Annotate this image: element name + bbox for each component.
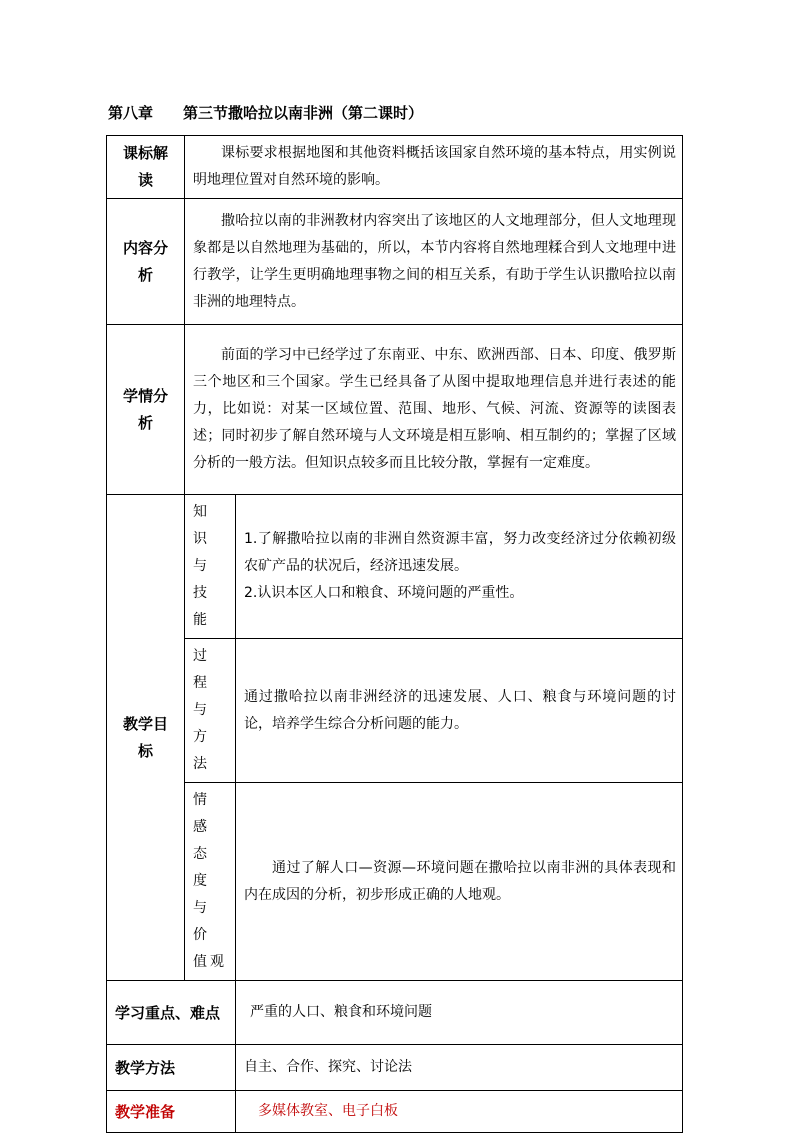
knowledge-item-1: 1.了解撒哈拉以南的非洲自然资源丰富，努力改变经济过分依赖初级农矿产品的状况后，经济迅速发展。 bbox=[244, 531, 676, 574]
row-key-points bbox=[107, 981, 683, 1045]
student-analysis-label: 学情分析 bbox=[107, 325, 185, 495]
row-goal-emotion bbox=[107, 783, 683, 981]
row-content-analysis bbox=[107, 199, 683, 325]
preparation-label: 教学准备 bbox=[107, 1091, 236, 1133]
methods-text: 自主、合作、探究、讨论法 bbox=[236, 1045, 683, 1091]
chapter-title: 第八章 bbox=[108, 104, 154, 122]
goals-label: 教学目标 bbox=[107, 495, 185, 981]
process-methods-label: 过 程 与 方 法 bbox=[185, 639, 236, 783]
row-preparation bbox=[107, 1091, 683, 1133]
row-methods bbox=[107, 1045, 683, 1091]
preparation-text: 多媒体教室、电子白板 bbox=[236, 1091, 683, 1133]
curriculum-label: 课标解读 bbox=[107, 136, 185, 199]
key-points-label: 学习重点、难点 bbox=[107, 981, 236, 1045]
process-methods-text: 通过撒哈拉以南非洲经济的迅速发展、人口、粮食与环境问题的讨论，培养学生综合分析问题的能力。 bbox=[236, 639, 683, 783]
knowledge-skills-label: 知 识 与 技 能 bbox=[185, 495, 236, 639]
knowledge-item-2: 2.认识本区人口和粮食、环境问题的严重性。 bbox=[244, 585, 524, 601]
row-goal-knowledge bbox=[107, 495, 683, 639]
row-student-analysis bbox=[107, 325, 683, 495]
student-analysis-text: 前面的学习中已经学过了东南亚、中东、欧洲西部、日本、印度、俄罗斯三个地区和三个国家。学生已经具备了从图中提取地理信息并进行表述的能力，比如说：对某一区域位置、范围、地形、气候、河流、资源等的读图表述；同时初步了解自然环境与人文环境是相互影响、相互制约的；掌握了区域分析的一般方法。但知识点较多而且比较分散，掌握有一定难度。 bbox=[185, 325, 683, 495]
curriculum-text: 课标要求根据地图和其他资料概括该国家自然环境的基本特点，用实例说明地理位置对自然环境的影响。 bbox=[185, 136, 683, 199]
emotion-values-text: 通过了解人口—资源—环境问题在撒哈拉以南非洲的具体表现和内在成因的分析，初步形成正确的人地观。 bbox=[236, 783, 683, 981]
page-title bbox=[108, 102, 423, 123]
methods-label: 教学方法 bbox=[107, 1045, 236, 1091]
row-goal-process bbox=[107, 639, 683, 783]
knowledge-skills-text bbox=[236, 495, 683, 639]
content-analysis-text: 撒哈拉以南的非洲教材内容突出了该地区的人文地理部分，但人文地理现象都是以自然地理为基础的，所以，本节内容将自然地理糅合到人文地理中进行教学，让学生更明确地理事物之间的相互关系，有助于学生认识撒哈拉以南非洲的地理特点。 bbox=[185, 199, 683, 325]
content-analysis-label: 内容分析 bbox=[107, 199, 185, 325]
row-curriculum bbox=[107, 136, 683, 199]
key-points-text: 严重的人口、粮食和环境问题 bbox=[236, 981, 683, 1045]
section-title: 第三节撒哈拉以南非洲（第二课时） bbox=[183, 104, 424, 122]
lesson-plan-table bbox=[106, 135, 683, 1133]
emotion-values-label: 情 感 态 度 与 价 值观 bbox=[185, 783, 236, 981]
